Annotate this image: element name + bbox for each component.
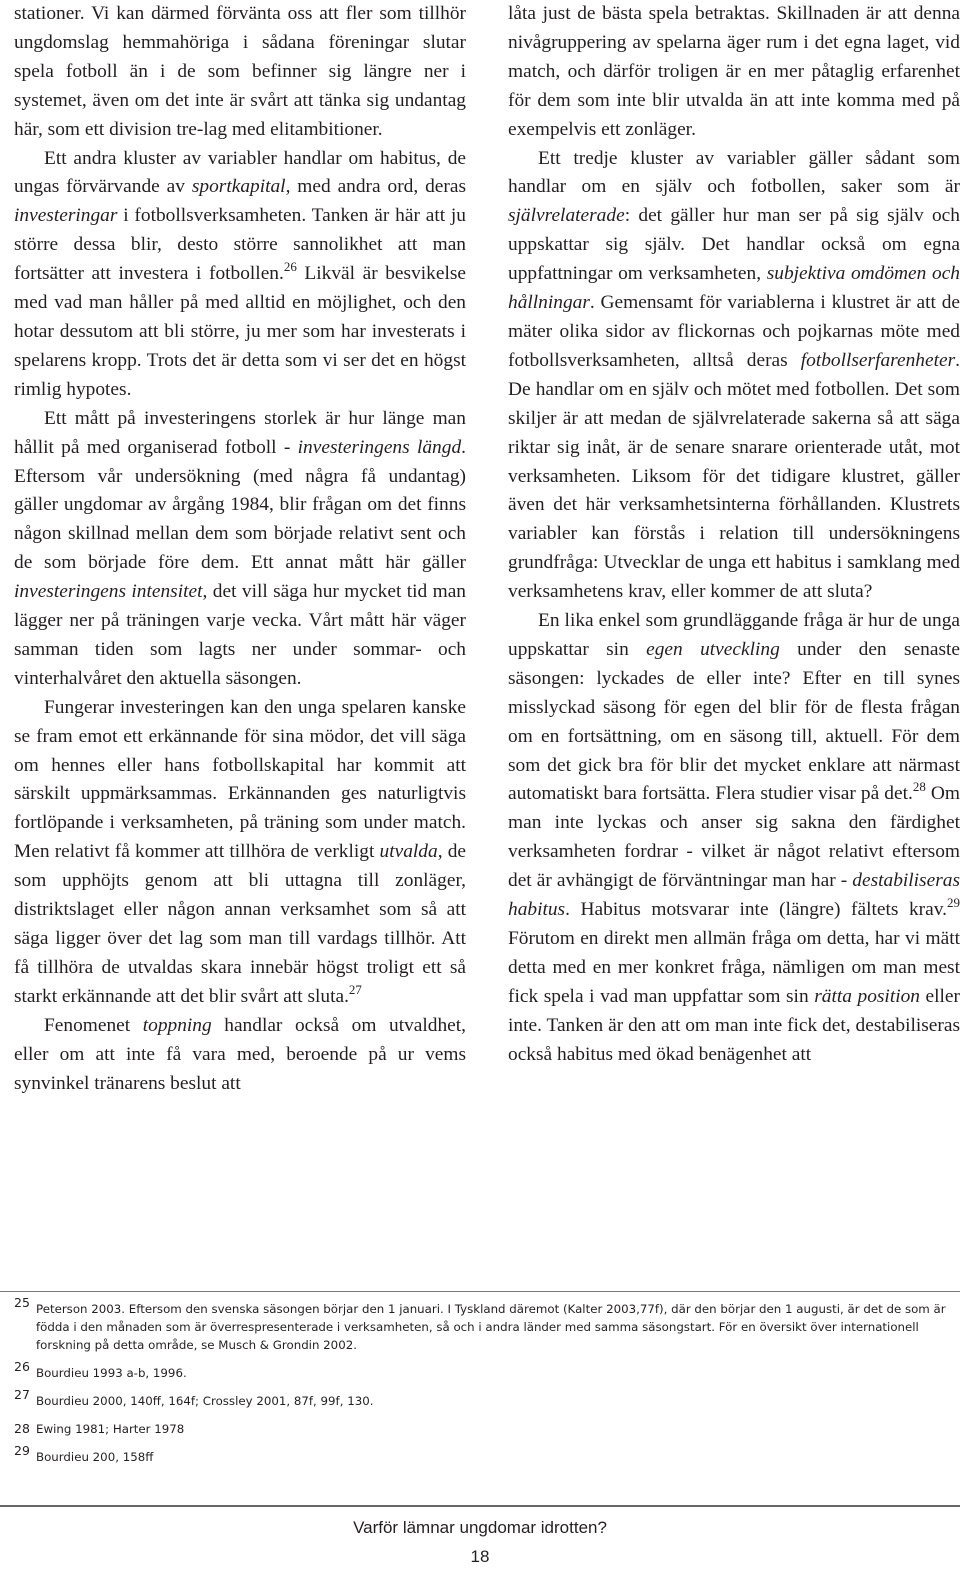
paragraph: stationer. Vi kan därmed förvänta oss att fler som tillhör ungdomslag hemmahöriga i sådana föreningar slutar spela fotboll än i de som befinner sig längre ner i systemet, även om det inte är svårt att tänka sig undantag här, som ett division tre-lag med elitambitioner.	[14, 3, 466, 140]
paragraph: Fenomenet toppning handlar också om utvaldhet, eller om att inte få vara med, beroende på ur vems synvinkel tränarens beslut att	[14, 1014, 467, 1094]
footer-divider	[0, 1505, 960, 1507]
footnote-number: 29	[14, 1443, 30, 1458]
footnote: 28 Ewing 1981; Harter 1978	[14, 1421, 185, 1436]
footnote-ref: 27	[348, 981, 362, 997]
footnote-divider	[0, 1291, 960, 1292]
footnote-number: 25	[14, 1295, 30, 1310]
footnote-number: 27	[14, 1387, 30, 1402]
footnote-ref: 29	[947, 895, 960, 911]
paragraph: Ett mått på investeringens storlek är hur länge man hållit på med organiserad fotboll - investeringens längd. Eftersom vår undersökning (med några få undantag) gäller ungdomar av årgång 1984, blir frågan om det finns någon skillnad mellan dem som började relativt sent och de som började före dem. Ett annat mått här gäller investeringens intensitet, det vill säga hur mycket tid man lägger ner på träningen varje vecka. Vårt mått här väger samman tiden som lagts ner under sommar- och vinterhalvåret den aktuella säsongen.	[14, 407, 466, 689]
footnote-ref: 26	[283, 259, 297, 275]
footnote-ref: 28	[912, 779, 926, 795]
footnote: 25 Peterson 2003. Eftersom den svenska säsongen börjar den 1 januari. I Tyskland däremot (Kalter 2003,77f), där den börjar den 1 augusti, är det de som är födda i den månaden som är överrespresenterade i verksamheten, så och i andra länder med samma säsongstart. För en översikt över internationell forskning på detta område, se Musch & Grondin 2002.	[14, 1295, 946, 1352]
paragraph: låta just de bästa spela betraktas. Skillnaden är att denna nivågruppering av spelarna äger rum i det egna laget, vid match, och därför troligen är en mer påtaglig erfarenhet för dem som inte blir utvalda än att inte komma med på exempelvis ett zonläger.	[508, 3, 960, 140]
footnote: 27 Bourdieu 2000, 140ff, 164f; Crossley 2001, 87f, 99f, 130.	[14, 1387, 374, 1408]
paragraph: En lika enkel som grundläggande fråga är hur de unga uppskattar sin egen utveckling under den senaste säsongen: lyckades de eller inte? Efter en till synes misslyckad säsong för egen del blir för de flesta frågan om en fortsättning, om en säsong till, aktuell. För dem som det gick bra för blir det mycket enklare att närmast automatiskt bara fortsätta. Flera studier visar på det.$^{28}$ Om man inte lyckas och anser sig sakna den färdighet verksamheten fordrar - vilket är något relativt eftersom det är avhängigt de förväntningar man har - destabiliseras habitus. Habitus motsvarar inte (längre) fältets krav.$^{29}$ Förutom en direkt men allmän fråga om detta, har vi mätt detta med en mer konkret fråga, nämligen om man mest fick spela i vad man uppfattar som sin rätta position eller inte. Tanken är den att om man inte fick det, destabiliseras också habitus med ökad benägenhet att	[508, 610, 960, 1065]
running-title: Varför lämnar ungdomar idrotten?	[353, 1518, 607, 1537]
paragraph: Ett tredje kluster av variabler gäller sådant som handlar om en själv och fotbollen, saker som är självrelaterade: det gäller hur man ser på sig själv och uppskattar sig själv. Det handlar också om egna uppfattningar om verksamheten, subjektiva omdömen och hållningar. Gemensamt för variablerna i klustret är att de mäter olika sidor av flickornas och pojkarnas möte med fotbollsverksamheten, alltså deras fotbollserfarenheter. De handlar om en själv och mötet med fotbollen. Det som skiljer är att medan de självrelaterade sakerna så att säga riktar sig inåt, är de senare snarare orienterade utåt, mot verksamheten. Liksom för det tidigare klustret, gäller även det här verksamhetsinterna förhållanden. Klustrets variabler kan förstås i relation till undersökningens grundfråga: Utvecklar de unga ett habitus i samklang med verksamhetens krav, eller kommer de att sluta?	[508, 147, 960, 603]
footnote: 29 Bourdieu 200, 158ff	[14, 1443, 154, 1464]
paragraph: Ett andra kluster av variabler handlar om habitus, de ungas förvärvande av sportkapital, med andra ord, deras investeringar i fotbollsverksamheten. Tanken är här att ju större dessa blir, desto större sannolikhet att man fortsätter att investera i fotbollen.$^{26}$ Likväl är besvikelse med vad man håller på med alltid en möjlighet, och den hotar dessutom att bli större, ju mer som har investerats i spelarens kropp. Trots det är detta som vi ser det en högst rimlig hypotes.	[14, 147, 466, 400]
page-number: 18	[470, 1547, 490, 1566]
right-column	[508, 0, 960, 1070]
footnote-number: 28	[14, 1421, 30, 1436]
footnotes	[14, 1295, 949, 1466]
left-column	[14, 0, 466, 1098]
paragraph: Fungerar investeringen kan den unga spelaren kanske se fram emot ett erkännande för sina mödor, det vill säga om hennes eller hans fotbollskapital har kommit att särskilt uppmärksammas. Erkännanden ges naturligtvis fortlöpande i verksamheten, på träning som under match. Men relativt få kommer att tillhöra de verkligt utvalda, de som upphöjts genom att bli uttagna till zonläger, distriktslaget eller någon annan verksamhet som så att säga ligger över det lag som man till vardags tillhör. Att få tillhöra de utvaldas skara innebär högst troligt ett så starkt erkännande att det blir svårt att sluta.$^{27}$	[14, 696, 467, 1007]
footnote-number: 26	[14, 1359, 30, 1374]
footnote: 26 Bourdieu 1993 a-b, 1996.	[14, 1359, 187, 1380]
